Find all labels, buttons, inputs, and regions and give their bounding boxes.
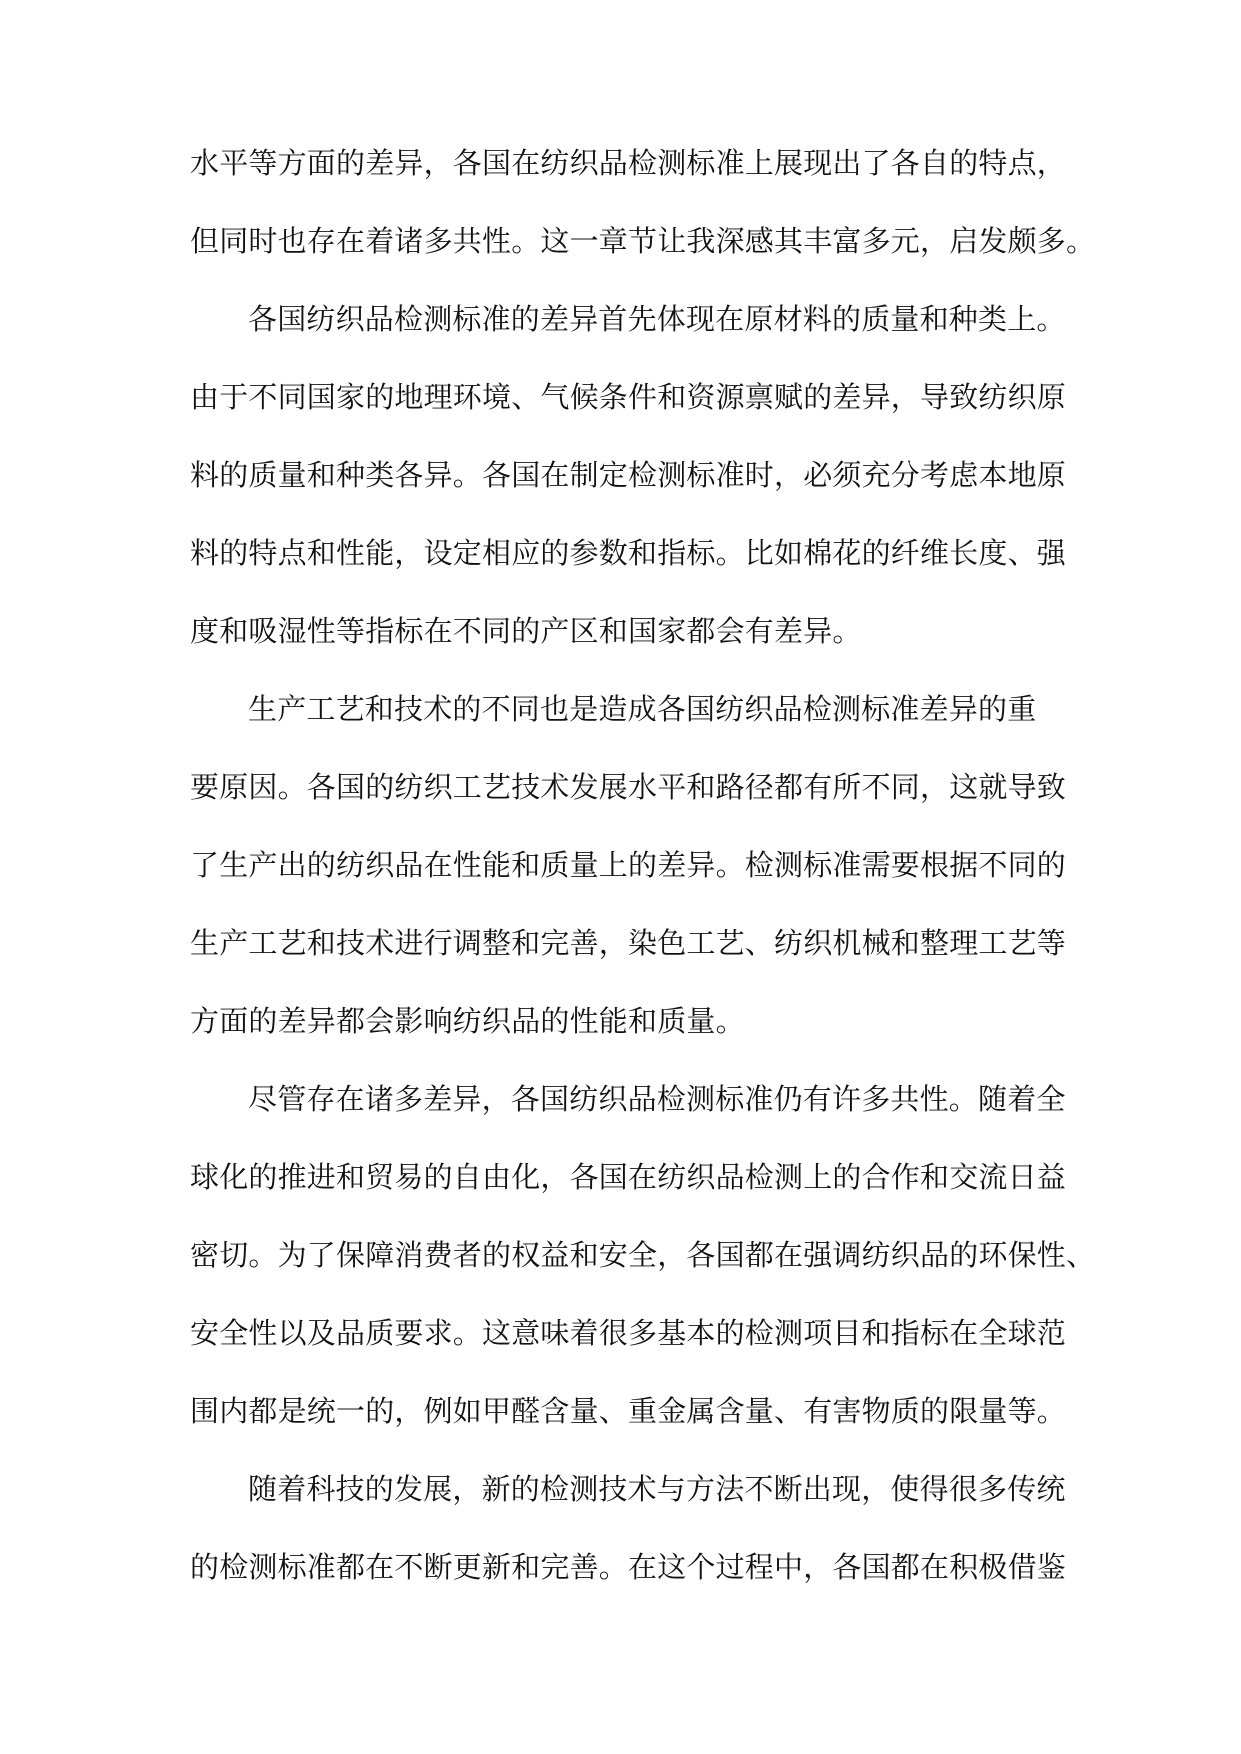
text-line: 了生产出的纺织品在性能和质量上的差异。检测标准需要根据不同的 xyxy=(190,848,1067,882)
text-line: 由于不同国家的地理环境、气候条件和资源禀赋的差异，导致纺织原 xyxy=(190,380,1067,414)
text-line: 要原因。各国的纺织工艺技术发展水平和路径都有所不同，这就导致 xyxy=(190,770,1067,804)
paragraph-first-line: 各国纺织品检测标准的差异首先体现在原材料的质量和种类上。 xyxy=(248,302,1066,336)
paragraph-first-line: 生产工艺和技术的不同也是造成各国纺织品检测标准差异的重 xyxy=(248,692,1037,726)
text-line: 生产工艺和技术进行调整和完善，染色工艺、纺织机械和整理工艺等 xyxy=(190,926,1067,960)
text-line: 料的质量和种类各异。各国在制定检测标准时，必须充分考虑本地原 xyxy=(190,458,1067,492)
text-line: 密切。为了保障消费者的权益和安全，各国都在强调纺织品的环保性、 xyxy=(190,1238,1096,1272)
paragraph-first-line: 尽管存在诸多差异，各国纺织品检测标准仍有许多共性。随着全 xyxy=(248,1082,1066,1116)
paragraph-first-line: 随着科技的发展，新的检测技术与方法不断出现，使得很多传统 xyxy=(248,1472,1066,1506)
text-line: 方面的差异都会影响纺织品的性能和质量。 xyxy=(190,1004,745,1038)
text-line: 水平等方面的差异，各国在纺织品检测标准上展现出了各自的特点， xyxy=(190,146,1067,180)
text-line: 度和吸湿性等指标在不同的产区和国家都会有差异。 xyxy=(190,614,862,648)
text-line: 但同时也存在着诸多共性。这一章节让我深感其丰富多元，启发颇多。 xyxy=(190,224,1096,258)
text-line: 的检测标准都在不断更新和完善。在这个过程中，各国都在积极借鉴 xyxy=(190,1550,1067,1584)
text-line: 围内都是统一的，例如甲醛含量、重金属含量、有害物质的限量等。 xyxy=(190,1394,1067,1428)
text-line: 料的特点和性能，设定相应的参数和指标。比如棉花的纤维长度、强 xyxy=(190,536,1067,570)
text-line: 安全性以及品质要求。这意味着很多基本的检测项目和指标在全球范 xyxy=(190,1316,1067,1350)
text-line: 球化的推进和贸易的自由化，各国在纺织品检测上的合作和交流日益 xyxy=(190,1160,1067,1194)
